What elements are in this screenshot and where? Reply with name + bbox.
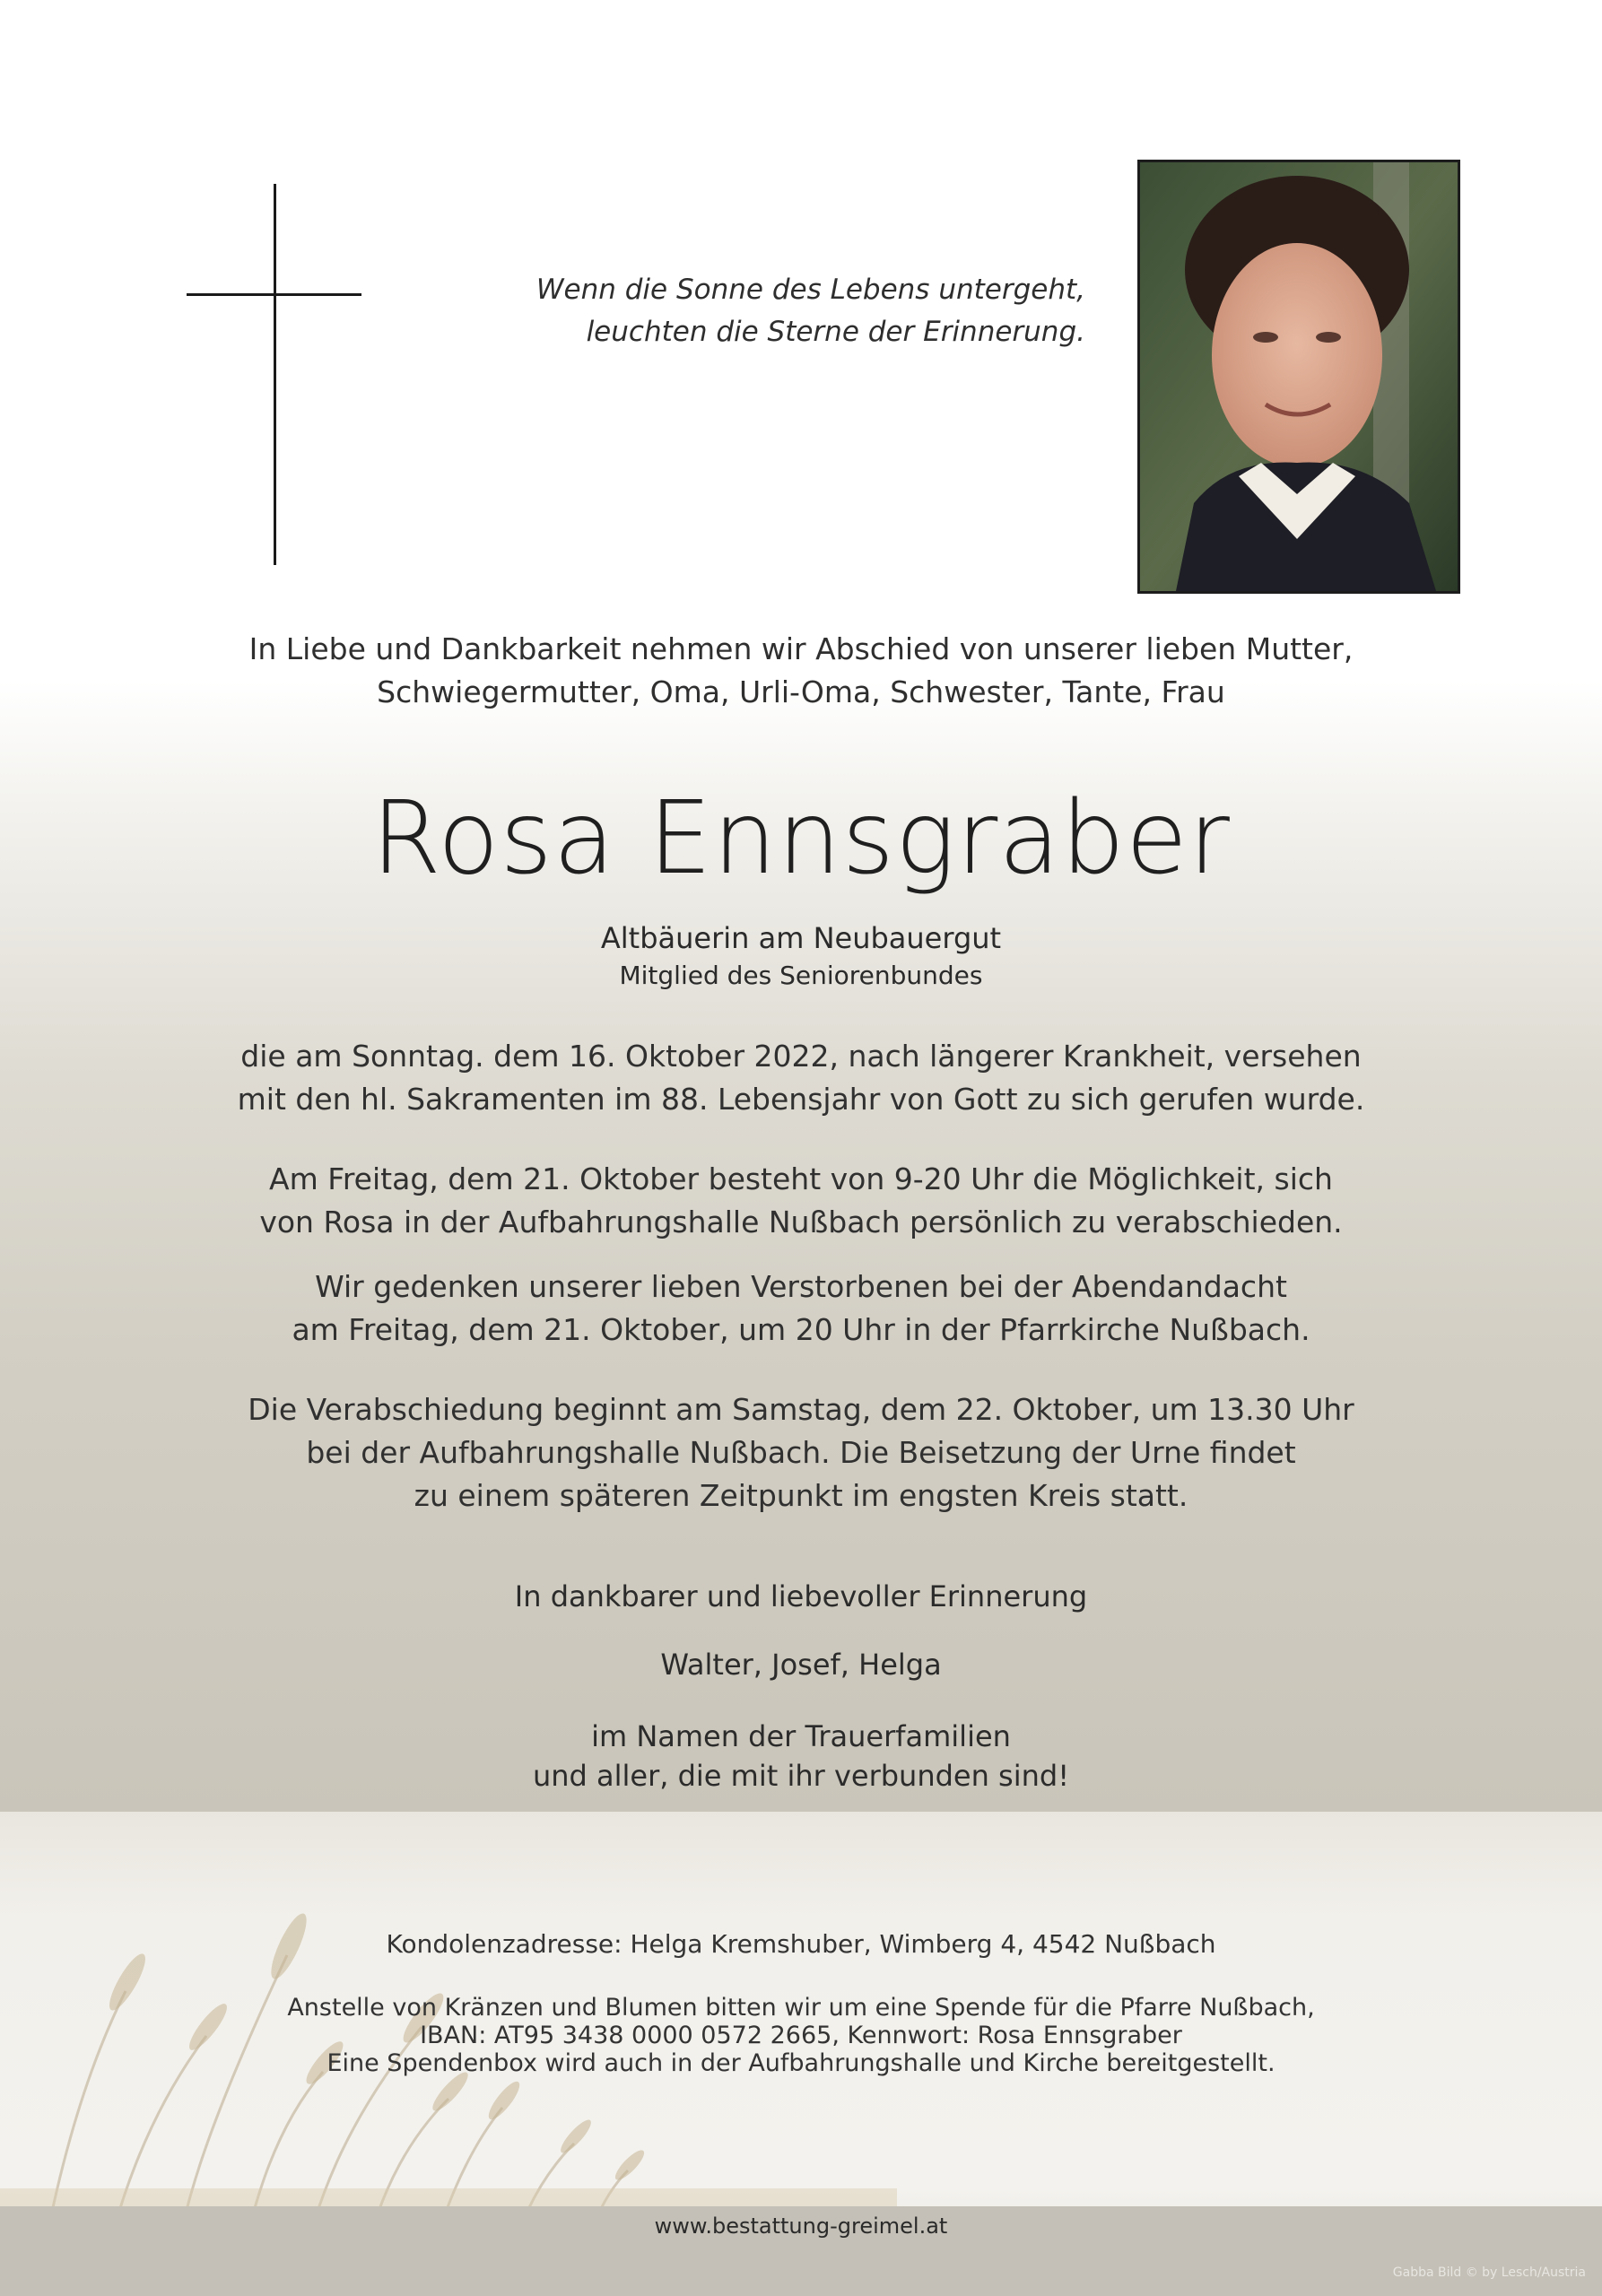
closing-phrase: In dankbarer und liebevoller Erinnerung xyxy=(514,1579,1088,1613)
family-note xyxy=(0,1717,1602,1796)
paragraph-line: von Rosa in der Aufbahrungshalle Nußbach persönlich zu verabschieden. xyxy=(259,1205,1343,1239)
deceased-membership: Mitglied des Seniorenbundes xyxy=(619,961,983,990)
mourner-names: Walter, Josef, Helga xyxy=(660,1648,942,1682)
paragraph-line: Am Freitag, dem 21. Oktober besteht von 9-20 Uhr die Möglichkeit, sich xyxy=(269,1161,1333,1196)
paragraph-line: Die Verabschiedung beginnt am Samstag, dem 22. Oktober, um 13.30 Uhr xyxy=(248,1392,1354,1427)
condolence-address: Kondolenzadresse: Helga Kremshuber, Wimberg 4, 4542 Nußbach xyxy=(386,1929,1216,1959)
cross-icon-bar xyxy=(187,293,361,296)
paragraph-line: Wir gedenken unserer lieben Verstorbenen bei der Abendandacht xyxy=(315,1269,1287,1304)
family-line: und aller, die mit ihr verbunden sind! xyxy=(532,1759,1070,1793)
family-line: im Namen der Trauerfamilien xyxy=(591,1719,1011,1753)
paragraph-line: am Freitag, dem 21. Oktober, um 20 Uhr in der Pfarrkirche Nußbach. xyxy=(292,1312,1310,1347)
website-link[interactable]: www.bestattung-greimel.at xyxy=(654,2213,948,2239)
prayer-paragraph xyxy=(0,1265,1602,1352)
death-paragraph xyxy=(0,1035,1602,1121)
paragraph-line: mit den hl. Sakramenten im 88. Lebensjahr von Gott zu sich gerufen wurde. xyxy=(237,1082,1365,1117)
intro-line: Schwiegermutter, Oma, Urli-Oma, Schwester, Tante, Frau xyxy=(377,674,1225,709)
donation-line: Anstelle von Kränzen und Blumen bitten wir um eine Spende für die Pfarre Nußbach, xyxy=(287,1994,1315,2022)
quote-line: Wenn die Sonne des Lebens untergeht, xyxy=(535,274,1085,306)
farewell-paragraph xyxy=(0,1388,1602,1518)
intro-line: In Liebe und Dankbarkeit nehmen wir Abschied von unserer lieben Mutter, xyxy=(248,631,1354,666)
deceased-name: Rosa Ennsgraber xyxy=(371,780,1231,897)
cross-icon xyxy=(274,184,276,565)
donation-line: IBAN: AT95 3438 0000 0572 2665, Kennwort: Rosa Ennsgraber xyxy=(420,2022,1182,2049)
portrait-photo xyxy=(1137,160,1460,594)
paragraph-line: die am Sonntag. dem 16. Oktober 2022, nach längerer Krankheit, versehen xyxy=(240,1039,1362,1074)
image-credit: Gabba Bild © by Lesch/Austria xyxy=(1392,2266,1586,2280)
quote-line: leuchten die Sterne der Erinnerung. xyxy=(586,316,1085,348)
portrait-image xyxy=(1140,162,1458,591)
intro-text xyxy=(0,628,1602,714)
donation-note xyxy=(0,1994,1602,2077)
deceased-title: Altbäuerin am Neubauergut xyxy=(600,921,1002,955)
paragraph-line: zu einem späteren Zeitpunkt im engsten Kreis statt. xyxy=(414,1478,1188,1513)
donation-line: Eine Spendenbox wird auch in der Aufbahrungshalle und Kirche bereitgestellt. xyxy=(326,2049,1276,2077)
memorial-quote xyxy=(502,269,1085,353)
paragraph-line: bei der Aufbahrungshalle Nußbach. Die Beisetzung der Urne findet xyxy=(306,1435,1296,1470)
viewing-paragraph xyxy=(0,1158,1602,1244)
